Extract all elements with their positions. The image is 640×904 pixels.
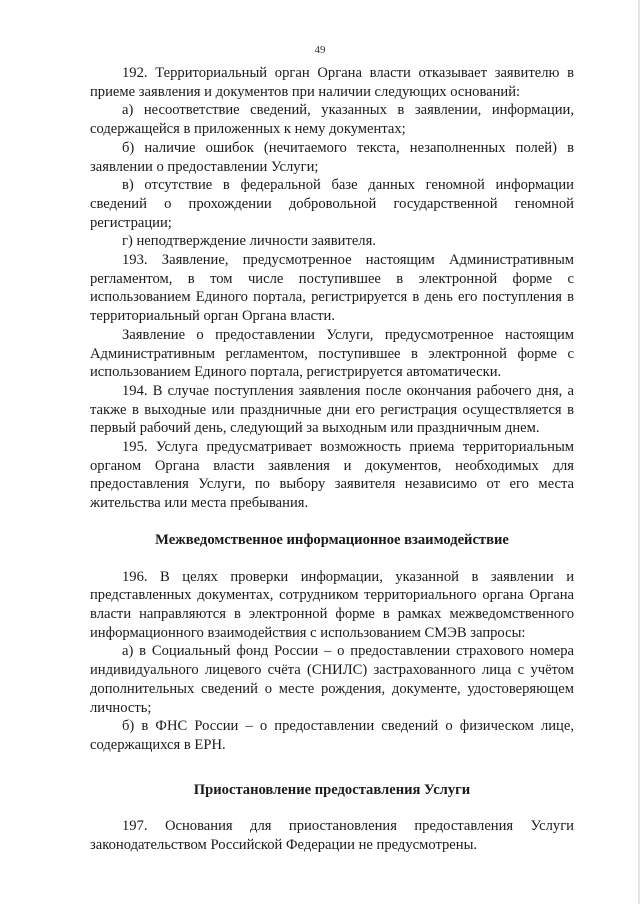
list-item-v: в) отсутствие в федеральной базе данных геномной информации сведений о прохождении добровольной государственной геномной регистрации; bbox=[90, 177, 574, 231]
section-heading-suspension: Приостановление предоставления Услуги bbox=[193, 781, 471, 798]
list-item-b: б) наличие ошибок (нечитаемого текста, незаполненных полей) в заявлении о предоставлении Услуги; bbox=[90, 139, 574, 175]
paragraph-192: 192. Территориальный орган Органа власти отказывает заявителю в приеме заявления и документов при наличии следующих оснований: bbox=[90, 65, 574, 100]
list-item-b-fns: б) в ФНС России – о предоставлении сведений о физическом лице, содержащихся в ЕРН. bbox=[90, 718, 574, 753]
page-number: 49 bbox=[314, 44, 326, 56]
paragraph-194: 194. В случае поступления заявления после окончания рабочего дня, а также в выходные или праздничные дни его регистрация осуществляется в первый рабочий день, следующий за выходным или праздничным днем. bbox=[90, 382, 574, 437]
paragraph-193-continued: Заявление о предоставлении Услуги, предусмотренное настоящим Административным регламентом, поступившее в электронной форме с использованием Единого портала, регистрируется автоматически. bbox=[90, 326, 574, 381]
paragraph-193: 193. Заявление, предусмотренное настоящим Административным регламентом, в том числе поступившее в электронной форме с использованием Единого портала, регистрируется в день его поступления в территориальный орган Органа власти. bbox=[90, 252, 574, 325]
paragraph-195: 195. Услуга предусматривает возможность приема территориальным органом Органа власти заявления и документов, необходимых для предоставления Услуги, по выбору заявителя независимо от его места жительства или места пребывания. bbox=[90, 439, 574, 512]
document-body bbox=[90, 64, 574, 855]
paragraph-197: 197. Основания для приостановления предоставления Услуги законодательством Российской Федерации не предусмотрены. bbox=[90, 818, 574, 854]
section-heading-interagency: Межведомственное информационное взаимодействие bbox=[155, 531, 509, 548]
list-item-a: а) несоответствие сведений, указанных в заявлении, информации, содержащейся в приложенных к нему документах; bbox=[90, 102, 574, 138]
list-item-a-sfr: а) в Социальный фонд России – о предоставлении страхового номера индивидуального лицевого счёта (СНИЛС) застрахованного лица с учётом дополнительных сведений о месте рождения, документе, удостоверяющем личность; bbox=[90, 643, 574, 716]
paragraph-196: 196. В целях проверки информации, указанной в заявлении и представленных документах, сотрудником территориального органа Органа власти направляются в электронной форме в рамках межведомственного информационного взаимодействия с использованием СМЭВ запросы: bbox=[90, 568, 574, 641]
list-item-g: г) неподтверждение личности заявителя. bbox=[122, 233, 376, 250]
